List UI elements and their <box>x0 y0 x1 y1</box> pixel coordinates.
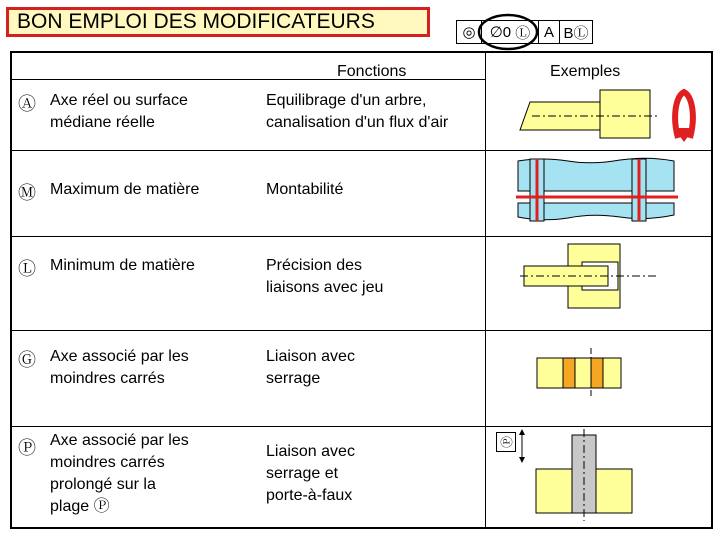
page-title: BON EMPLOI DES MODIFICATEURS <box>6 7 430 37</box>
projected-zone-symbol: Ⓟ <box>496 432 516 452</box>
header-fonctions: Fonctions <box>337 63 407 80</box>
example-clearance-fit <box>520 240 660 315</box>
name-line: Maximum de matière <box>50 181 200 198</box>
fonction-line: Montabilité <box>266 181 344 198</box>
modifier-symbol-a: Ⓐ <box>18 94 36 114</box>
name-line: médiane réelle <box>50 114 155 131</box>
least-material-modifier: Ⓛ <box>515 24 531 42</box>
name-line: plage Ⓟ <box>50 498 110 515</box>
header-exemples: Exemples <box>550 63 621 80</box>
example-shaft-balancing <box>512 80 712 150</box>
name-line: Axe associé par les <box>50 348 189 365</box>
name-line: Axe associé par les <box>50 432 189 449</box>
fonction-line: Equilibrage d'un arbre, <box>266 92 427 109</box>
name-line: prolongé sur la <box>50 476 156 493</box>
row-name <box>50 179 199 201</box>
datum-b: BⓁ <box>563 24 589 42</box>
modifier-symbol-p: Ⓟ <box>18 438 36 458</box>
row-name <box>50 346 189 390</box>
row-name <box>50 255 195 277</box>
row-divider <box>12 330 711 331</box>
fonction-line: Précision des <box>266 257 363 274</box>
row-fonction <box>266 255 383 299</box>
column-divider <box>485 53 486 527</box>
row-fonction <box>266 346 355 390</box>
example-assembly <box>512 155 687 225</box>
row-name <box>50 90 188 134</box>
modifier-highlight-circle <box>476 12 540 52</box>
hub-part <box>537 358 621 388</box>
row-fonction <box>266 179 343 201</box>
row-divider <box>12 236 711 237</box>
arrow-down-icon <box>519 457 525 463</box>
row-fonction <box>266 441 355 507</box>
name-line: Axe réel ou surface <box>50 92 188 109</box>
row-fonction <box>266 90 448 134</box>
fonction-line: serrage <box>266 370 321 387</box>
example-overhang <box>516 425 636 525</box>
fonction-line: Liaison avec <box>266 348 355 365</box>
modifier-symbol-m: Ⓜ <box>18 183 36 203</box>
press-zone-left <box>563 358 575 388</box>
modifier-symbol-l: Ⓛ <box>18 259 36 279</box>
name-line: moindres carrés <box>50 370 165 387</box>
row-divider <box>12 150 711 151</box>
fonction-line: Liaison avec <box>266 443 355 460</box>
name-line: moindres carrés <box>50 454 165 471</box>
coaxiality-symbol: ◎ <box>457 21 482 43</box>
row-divider <box>12 79 485 80</box>
fonction-line: porte-à-faux <box>266 487 353 504</box>
fonction-line: canalisation d'un flux d'air <box>266 114 449 131</box>
fonction-line: liaisons avec jeu <box>266 279 384 296</box>
tolerance-value: ∅0 <box>489 24 512 41</box>
example-interference-fit <box>535 348 625 398</box>
press-zone-right <box>591 358 603 388</box>
datum-a: A <box>539 21 560 43</box>
row-name <box>50 430 189 518</box>
shaft-large-section <box>600 90 650 138</box>
modifier-symbol-g: Ⓖ <box>18 350 36 370</box>
name-line: Minimum de matière <box>50 257 195 274</box>
arrow-up-icon <box>519 429 525 435</box>
fonction-line: serrage et <box>266 465 339 482</box>
